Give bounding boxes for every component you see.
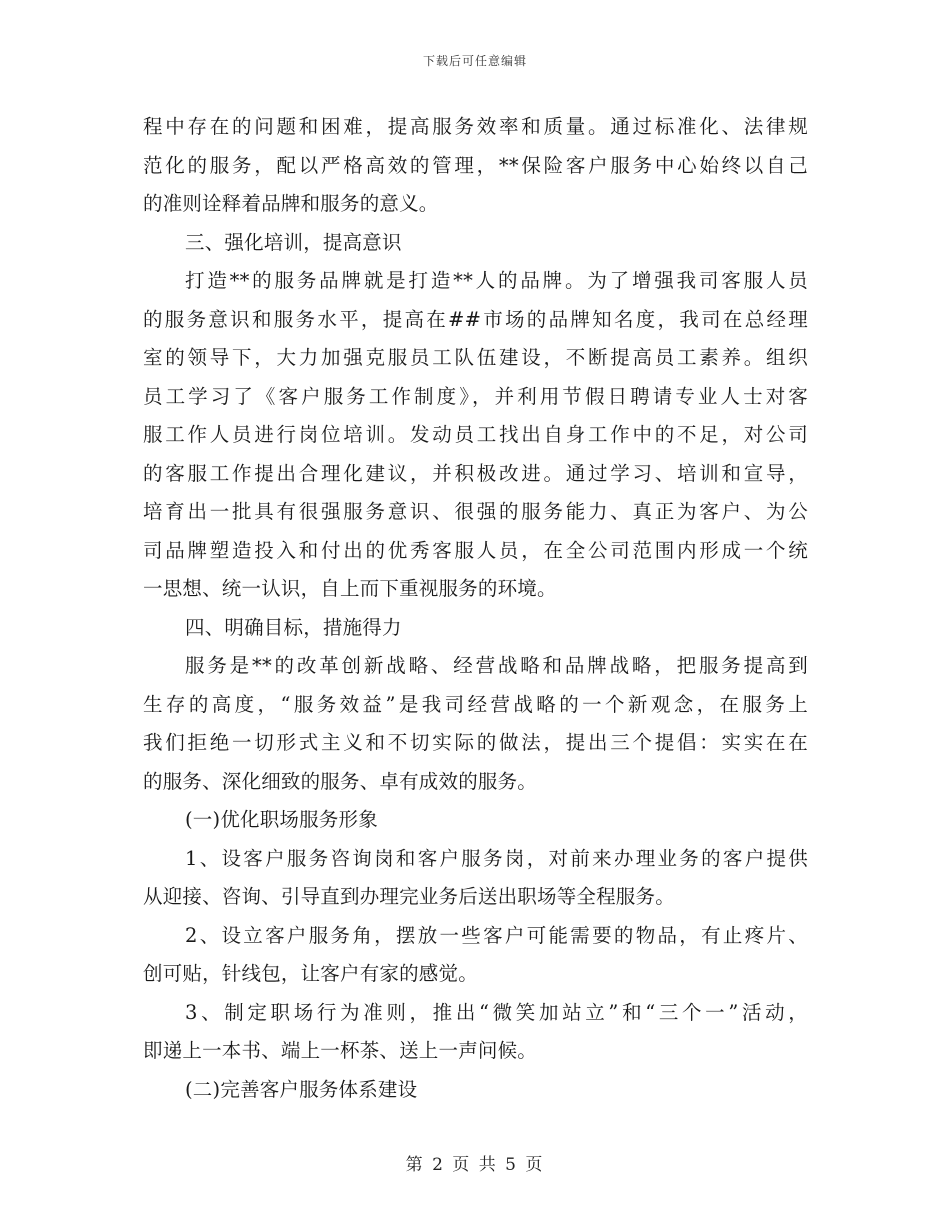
body-line: 的服务、深化细致的服务、卓有成效的服务。 [143, 769, 538, 793]
subsection-heading: (一)优化职场服务形象 [185, 808, 378, 831]
body-line: 从迎接、咨询、引导直到办理完业务后送出职场等全程服务。 [143, 885, 675, 908]
body-line: 培育出一批具有很强服务意识、很强的服务能力、真正为客户、为公 [143, 500, 808, 523]
body-line: 服工作人员进行岗位培训。发动员工找出自身工作中的不足，对公司 [143, 423, 808, 446]
body-line: 打造**的服务品牌就是打造**人的品牌。为了增强我司客服人员 [185, 269, 808, 292]
body-line: 即递上一本书、端上一杯茶、送上一声问候。 [143, 1039, 538, 1062]
body-line: 的客服工作提出合理化建议，并积极改进。通过学习、培训和宣导， [143, 461, 808, 485]
section-heading: 四、明确目标，措施得力 [185, 615, 402, 639]
page-header: 下载后可任意编辑 [422, 54, 527, 68]
body-line: 员工学习了《客户服务工作制度》，并利用节假日聘请专业人士对客 [143, 384, 808, 408]
body-line: 我们拒绝一切形式主义和不切实际的做法，提出三个提倡：实实在在 [143, 731, 808, 754]
body-line: 司品牌塑造投入和付出的优秀客服人员，在全公司范围内形成一个统 [143, 538, 808, 562]
section-heading: 三、强化培训，提高意识 [185, 230, 402, 254]
body-line: 程中存在的问题和困难，提高服务效率和质量。通过标准化、法律规 [143, 115, 808, 138]
body-line: 的服务意识和服务水平，提高在##市场的品牌知名度，我司在总经理 [143, 307, 808, 331]
body-line: 3、制定职场行为准则，推出“微笑加站立”和“三个一”活动， [185, 1000, 808, 1024]
page-number: 第 2 页 共 5 页 [405, 1155, 545, 1175]
body-line: 2、设立客户服务角，摆放一些客户可能需要的物品，有止疼片、 [185, 923, 808, 947]
body-line: 一思想、统一认识，自上而下重视服务的环境。 [143, 577, 557, 600]
body-line: 室的领导下，大力加强克服员工队伍建设，不断提高员工素养。组织 [143, 346, 808, 369]
body-line: 的准则诠释着品牌和服务的意义。 [143, 192, 439, 215]
document-body [143, 108, 808, 1109]
body-line: 生存的高度，“服务效益”是我司经营战略的一个新观念，在服务上 [143, 692, 808, 716]
body-line: 1、设客户服务咨询岗和客户服务岗，对前来办理业务的客户提供 [185, 846, 808, 870]
body-line: 创可贴，针线包，让客户有家的感觉。 [143, 962, 478, 985]
body-line: 范化的服务，配以严格高效的管理，**保险客户服务中心始终以自己 [143, 153, 808, 177]
body-line: 服务是**的改革创新战略、经营战略和品牌战略，把服务提高到 [185, 654, 808, 677]
subsection-heading: (二)完善客户服务体系建设 [185, 1077, 418, 1101]
